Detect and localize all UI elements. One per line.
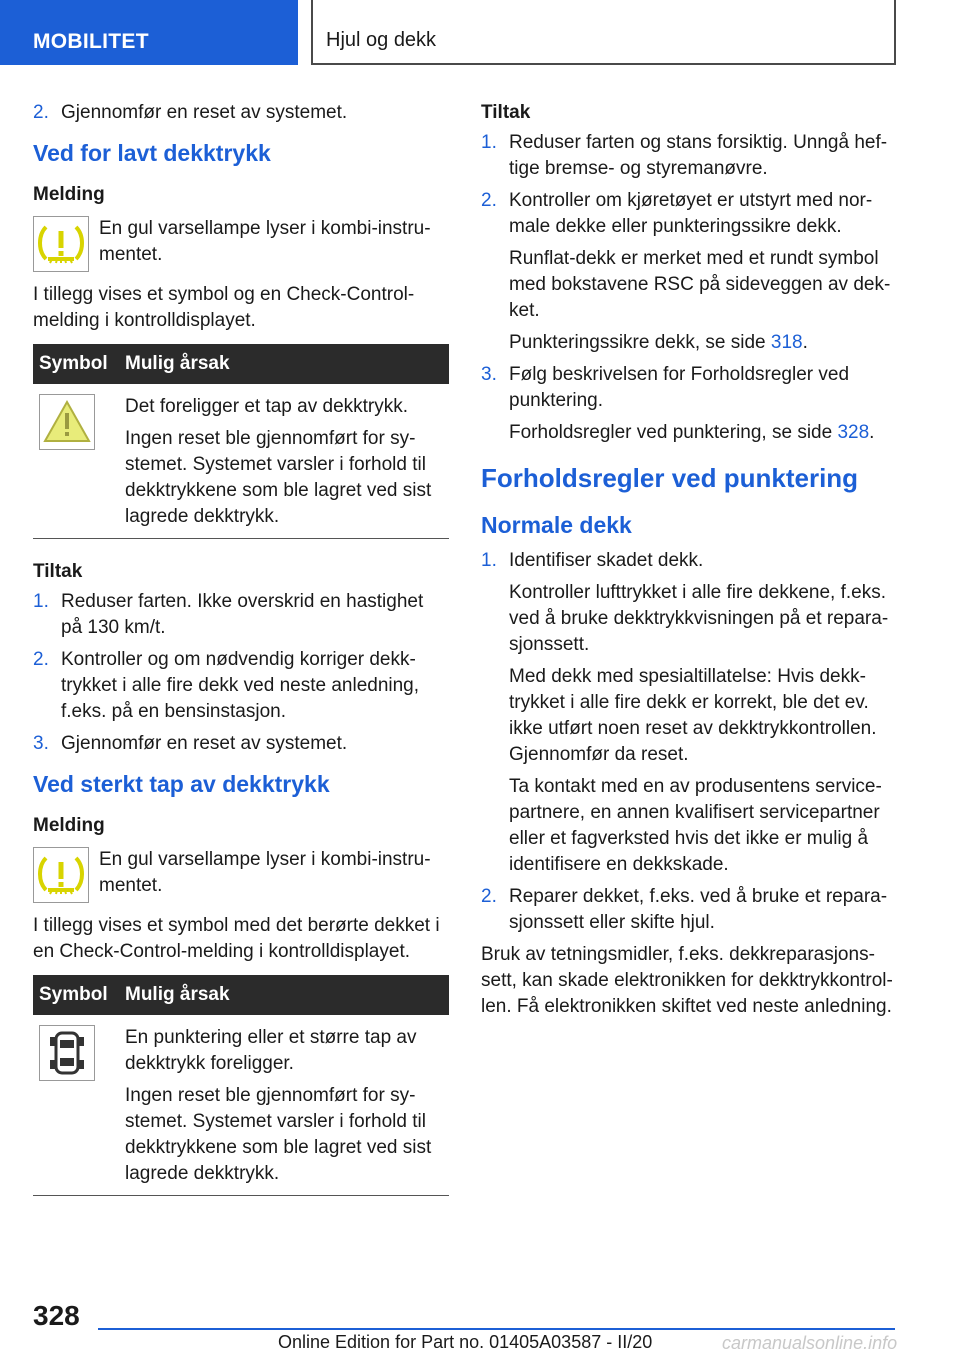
message-text: En gul varsellampe lyser i kombi-instru-mentet. bbox=[99, 218, 431, 265]
table-cell-symbol bbox=[33, 1015, 119, 1196]
warning-triangle-icon bbox=[39, 394, 95, 450]
list-item bbox=[481, 188, 895, 356]
table-header-symbol: Symbol bbox=[33, 975, 119, 1015]
list-number: 3. bbox=[33, 733, 49, 754]
list-text: Reduser farten. Ikke overskrid en hastighet på 130 km/t. bbox=[61, 591, 424, 638]
list-item bbox=[33, 647, 449, 725]
section-tab bbox=[0, 0, 298, 65]
paragraph: I tillegg vises et symbol med det berørte dekket i en Check-Control-melding i kontrolldisplayet. bbox=[33, 915, 440, 962]
list-text: Reparer dekket, f.eks. ved å bruke et repara-sjonssett eller skifte hjul. bbox=[509, 886, 888, 933]
list-text: Gjennomfør en reset av systemet. bbox=[61, 102, 348, 123]
cause-text: Det foreligger et tap av dekktrykk. bbox=[125, 396, 409, 417]
subheading-tiltak: Tiltak bbox=[33, 561, 83, 582]
right-column bbox=[481, 100, 895, 1027]
symbol-table bbox=[33, 975, 449, 1196]
page-number: 328 bbox=[33, 1300, 80, 1331]
subsection-heading-normal-tires: Normale dekk bbox=[481, 512, 632, 538]
table-header-symbol: Symbol bbox=[33, 344, 119, 384]
chapter-tab bbox=[311, 0, 896, 65]
cause-text: En punktering eller et større tap av dekktrykk foreligger. bbox=[125, 1027, 417, 1074]
list-text: Gjennomfør en reset av systemet. bbox=[61, 733, 348, 754]
table-cell-cause bbox=[119, 1015, 449, 1196]
subheading-message: Melding bbox=[33, 184, 105, 205]
list-item bbox=[33, 731, 449, 757]
table-cell-symbol bbox=[33, 384, 119, 539]
list-subtext: Ta kontakt med en av produsentens service-partnere, en annen kvalifisert servicepartner eller et fagverksted hvis det ikke er mulig å identifisere en dekkskade. bbox=[509, 776, 882, 875]
list-item bbox=[33, 100, 449, 126]
watermark: carmanualsonline.info bbox=[722, 1333, 898, 1353]
reference-suffix: . bbox=[869, 422, 875, 443]
edition-text: Online Edition for Part no. 01405A03587 - II/20 bbox=[278, 1332, 653, 1352]
list-number: 1. bbox=[33, 591, 49, 612]
list-item bbox=[481, 362, 895, 446]
subheading-message: Melding bbox=[33, 815, 105, 836]
reference-suffix: . bbox=[802, 332, 808, 353]
list-text: Kontroller og om nødvendig korriger dekk-trykket i alle fire dekk ved neste anledning, f.eks. på en bensinstasjon. bbox=[61, 649, 420, 722]
list-number: 1. bbox=[481, 550, 497, 571]
section-title: MOBILITET bbox=[33, 30, 149, 53]
car-tire-diagram-icon bbox=[39, 1025, 95, 1081]
list-text: Kontroller om kjøretøyet er utstyrt med nor-male dekke eller punkteringssikre dekk. bbox=[509, 190, 873, 237]
list-number: 1. bbox=[481, 132, 497, 153]
list-item bbox=[481, 548, 895, 878]
tire-pressure-warning-icon bbox=[33, 847, 89, 903]
list-text: Reduser farten og stans forsiktig. Unngå hef-tige bremse- og styremanøvre. bbox=[509, 132, 888, 179]
cause-text: Ingen reset ble gjennomført for sy-stemet. Systemet varsler i forhold til dekktrykkene som ble lagret ved sist lagrede dekktrykk. bbox=[125, 428, 432, 527]
section-heading-low-pressure: Ved for lavt dekktrykk bbox=[33, 140, 271, 166]
reference-text: Forholdsregler ved punktering, se side bbox=[509, 422, 838, 443]
list-subtext: Kontroller lufttrykket i alle fire dekkene, f.eks. ved å bruke dekktrykkvisningen på et repara-sjonssett. bbox=[509, 582, 889, 655]
message-text: En gul varsellampe lyser i kombi-instru-mentet. bbox=[99, 849, 431, 896]
list-item bbox=[481, 130, 895, 182]
paragraph-sealant-note: Bruk av tetningsmidler, f.eks. dekkreparasjons-sett, kan skade elektronikken for dekktrykkontrol-len. Få elektronikken skiftet ved neste anledning. bbox=[481, 944, 893, 1017]
list-number: 2. bbox=[33, 102, 49, 123]
warning-message bbox=[33, 847, 449, 903]
cause-text: Ingen reset ble gjennomført for sy-stemet. Systemet varsler i forhold til dekktrykkene som ble lagret ved sist lagrede dekktrykk. bbox=[125, 1085, 432, 1184]
warning-message bbox=[33, 216, 449, 272]
list-text: Identifiser skadet dekk. bbox=[509, 550, 704, 571]
section-heading-strong-loss: Ved sterkt tap av dekktrykk bbox=[33, 771, 330, 797]
list-item bbox=[33, 589, 449, 641]
reference-text: Punkteringssikre dekk, se side bbox=[509, 332, 771, 353]
table-row bbox=[33, 384, 449, 539]
list-number: 2. bbox=[33, 649, 49, 670]
list-number: 2. bbox=[481, 190, 497, 211]
tire-pressure-warning-icon bbox=[33, 216, 89, 272]
list-item bbox=[481, 884, 895, 936]
symbol-table bbox=[33, 344, 449, 539]
list-number: 2. bbox=[481, 886, 497, 907]
footer-divider bbox=[98, 1328, 895, 1330]
table-header-cause: Mulig årsak bbox=[119, 975, 449, 1015]
page-link-318[interactable]: 318 bbox=[770, 332, 803, 353]
table-row bbox=[33, 1015, 449, 1196]
table-header-cause: Mulig årsak bbox=[119, 344, 449, 384]
table-cell-cause bbox=[119, 384, 449, 539]
list-text: Følg beskrivelsen for Forholdsregler ved punktering. bbox=[509, 364, 850, 411]
list-number: 3. bbox=[481, 364, 497, 385]
left-column bbox=[33, 100, 449, 1216]
list-subtext bbox=[509, 330, 895, 356]
paragraph: I tillegg vises et symbol og en Check-Control-melding i kontrolldisplayet. bbox=[33, 284, 415, 331]
list-subtext bbox=[509, 420, 895, 446]
subheading-tiltak: Tiltak bbox=[481, 102, 531, 123]
section-heading-puncture: Forholdsregler ved punktering bbox=[481, 463, 859, 493]
list-subtext: Med dekk med spesialtillatelse: Hvis dekk-trykket i alle fire dekk er korrekt, ble det ev. ikke utført noen reset av dekktrykkontrollen. Gjennomfør da reset. bbox=[509, 666, 877, 765]
page-link-328[interactable]: 328 bbox=[837, 422, 870, 443]
chapter-title: Hjul og dekk bbox=[326, 29, 437, 51]
list-subtext: Runflat-dekk er merket med et rundt symbol med bokstavene RSC på sideveggen av dek-ket. bbox=[509, 248, 891, 321]
